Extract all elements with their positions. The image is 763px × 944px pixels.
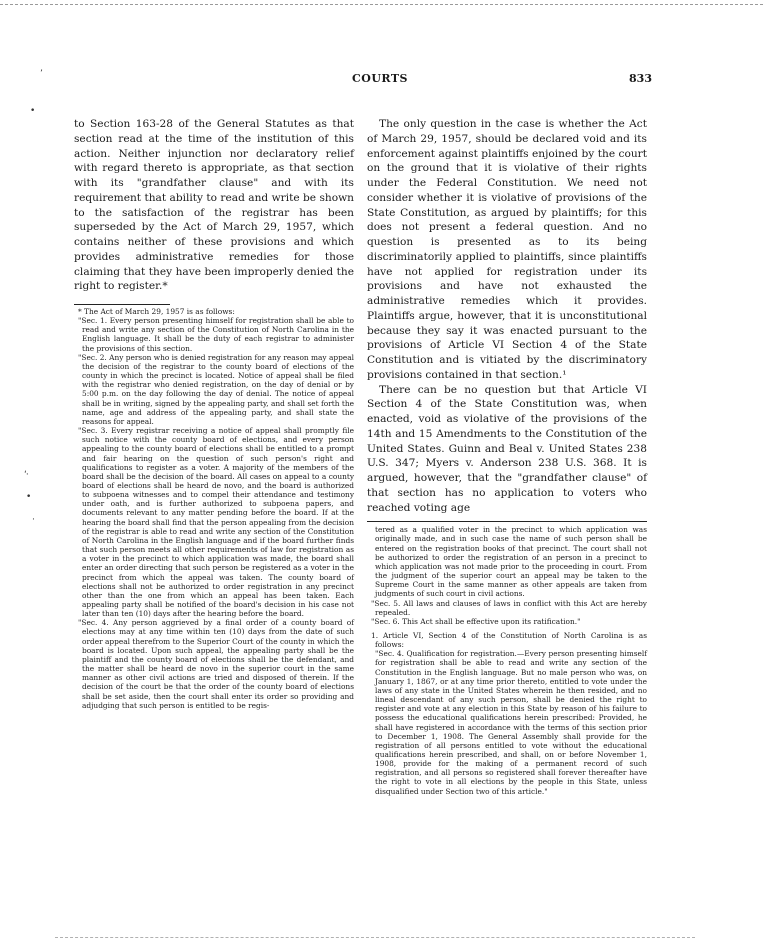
footnote-section: "Sec. 1. Every person presenting himself for registration shall be able to read and write any section of the Constitution of North Carolina in the English language. It shall be the duty of each registrar to administer the provisions of this section. <box>78 316 354 353</box>
left-column-body <box>74 117 354 294</box>
footnote-section: "Sec. 4. Any person aggrieved by a final order of a county board of elections may at any time within ten (10) days from the date of such order appeal therefrom to the Superior Court of the county in which the board is located. Upon such appeal, the appealing party shall be the plaintiff and the county board of elections shall be the defendant, and the matter shall be heard de novo in the superior court in the same manner as other civil actions are tried and disposed of therein. If the decision of the court be that the order of the county board of elections shall be set aside, then the court shall enter its order so providing and adjudging that such person is entitled to be regis- <box>78 618 354 710</box>
bottom-edge-dashes <box>55 937 695 938</box>
left-column <box>74 117 354 710</box>
footnote-section: "Sec. 5. All laws and clauses of laws in conflict with this Act are hereby repealed. <box>371 598 647 617</box>
body-paragraph: to Section 163-28 of the General Statutes as that section read at the time of the institution of this action. Neither injunction nor declaratory relief with regard thereto is appropriate, as that section with its "grandfather clause" and with its requirement that ability to read and write be shown to the satisfaction of the registrar has been superseded by the Act of March 29, 1957, which contains neither of these provisions and which provides administrative remedies for those claiming that they have been improperly denied the right to register.* <box>74 118 354 293</box>
footnote-section: "Sec. 3. Every registrar receiving a notice of appeal shall promptly file such notice with the county board of elections, and every person appealing to the county board of elections shall be entitled to a prompt and fair hearing on the question of such person's right and qualifications to register as a voter. A majority of the members of the board shall be the decision of the board. All cases on appeal to a county board of elections shall be heard de novo, and the board is authorized to subpoena witnesses and to compel their attendance and testimony under oath, and is further authorized to subpoena papers, and documents relevant to any matter pending before the board. If at the hearing the board shall find that the person appealing from the decision of the registrar is able to read and write any section of the Constitution of North Carolina in the English language and if the board further finds that such person meets all other requirements of law for registration as a voter in the precinct to which application was made, the board shall enter an order directing that such person be registered as a voter in the precinct from which the appeal was taken. The county board of elections shall not be authorized to order registration in any precinct other than the one from which an appeal has been taken. Each appealing party shall be notified of the board's decision in his case not later than ten (10) days after the hearing before the board. <box>78 426 354 619</box>
right-column-body <box>367 117 647 515</box>
footnote-section: "Sec. 2. Any person who is denied registration for any reason may appeal the decision of the registrar to the county board of elections of the county in which the precinct is located. Notice of appeal shall be filed with the registrar who denied registration, on the day of denial or by 5:00 p.m. on the day following the day of denial. The notice of appeal shall be in writing, signed by the appealing party, and shall set forth the name, age and address of the appealing party, and shall state the reasons for appeal. <box>78 352 354 426</box>
footnote-rule <box>367 521 647 522</box>
footnote-star <box>74 307 354 710</box>
footnote-rule <box>74 304 170 305</box>
footnote-1-heading: 1. Article VI, Section 4 of the Constitution of North Carolina is as follows: <box>371 630 647 650</box>
body-paragraph: There can be no question but that Article VI Section 4 of the State Constitution was, when enacted, void as violative of the provisions of the 14th and 15 Amendments to the Constitution of the United States. Guinn and Beal v. United States 238 U.S. 347; Myers v. Anderson 238 U.S. 368. It is argued, however, that the "grandfather clause" of that section has no application to voters who reached voting age <box>367 383 647 514</box>
page-number: 833 <box>629 72 652 85</box>
footnote-continuation: tered as a qualified voter in the precinct to which application was originally made, and in such case the name of such person shall be entered on the registration books of that precinct. The court shall not be authorized to order the registration of an person in a precinct to which application was not made prior to the proceeding in court. From the judgment of the superior court an appeal may be taken to the Supreme Court in the same manner as other appeals are taken from judgments of such court in civil actions. <box>375 525 647 599</box>
footnote-1 <box>367 631 647 796</box>
footnote-heading: * The Act of March 29, 1957 is as follows: <box>78 307 235 316</box>
footnote-section: "Sec. 6. This Act shall be effective upon its ratification." <box>371 616 581 626</box>
running-head: COURTS <box>351 72 408 85</box>
right-column <box>367 117 647 796</box>
margin-mark: • <box>30 106 36 116</box>
margin-mark: ⋅ <box>32 515 35 525</box>
top-edge-dashes <box>0 4 763 5</box>
margin-mark: • <box>26 492 32 502</box>
margin-mark: ’ <box>40 69 43 79</box>
margin-mark: ‘⋅ <box>24 470 28 480</box>
footnote-star-continued <box>367 525 647 626</box>
footnote-1-text: "Sec. 4. Qualification for registration.—Every person presenting himself for registration shall be able to read and write any section of the Constitution in the English language. But no male person who was, on January 1, 1867, or at any time prior thereto, entitled to vote under the laws of any state in the United States wherein he then resided, and no lineal descendant of any such person, shall be denied the right to register and vote at any election in this State by reason of his failure to possess the educational qualifications herein prescribed: Provided, he shall have registered in accordance with the terms of this section prior to December 1, 1908. The General Assembly shall provide for the registration of all persons entitled to vote without the educational qualifications herein prescribed, and shall, on or before November 1, 1908, provide for the making of a permanent record of such registration, and all persons so registered shall forever thereafter have the right to vote in all elections by the people in this State, unless disqualified under Section two of this article." <box>375 649 647 796</box>
body-paragraph: The only question in the case is whether the Act of March 29, 1957, should be declared void and its enforcement against plaintiffs enjoined by the court on the ground that it is violative of their rights under the Federal Constitution. We need not consider whether it is violative of provisions of the State Constitution, as argued by plaintiffs; for this does not present a federal question. And no question is presented as to its being discriminatorily applied to plaintiffs, since plaintiffs have not applied for registration under its provisions and have not exhausted the administrative remedies which it provides. Plaintiffs argue, however, that it is unconstitutional because they say it was enacted pursuant to the provisions of Article VI Section 4 of the State Constitution and is vitiated by the discriminatory provisions contained in that section.¹ <box>367 118 647 381</box>
